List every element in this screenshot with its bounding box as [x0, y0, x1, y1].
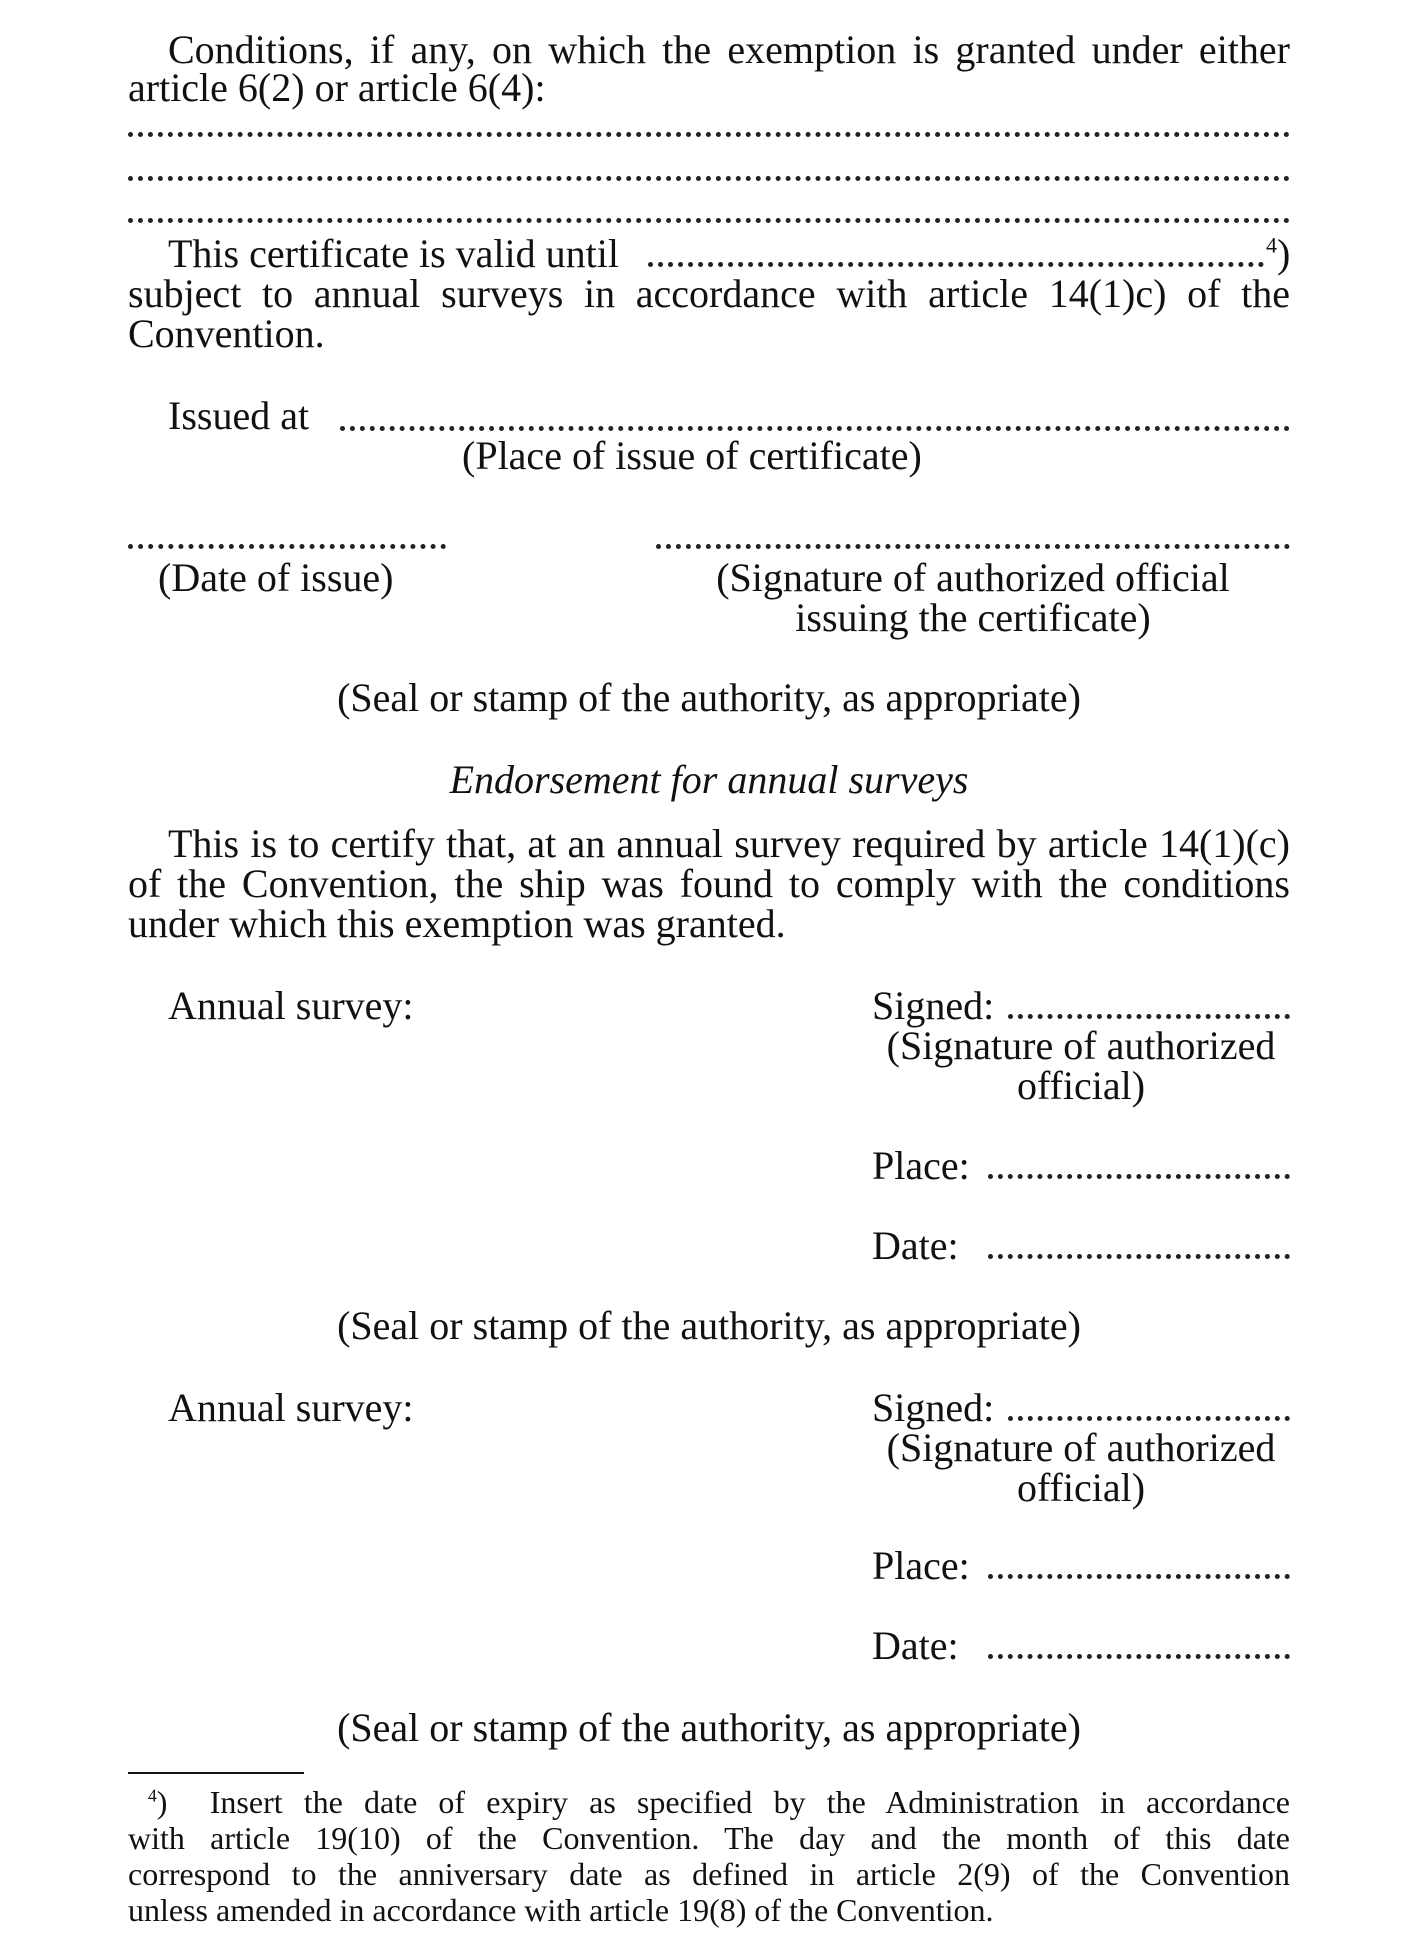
endorsement-para-line-1: This is to certify that, at an annual survey required by article 14(1)(c)	[168, 821, 1290, 866]
survey-1-signature-caption-line-2: official)	[1016, 1063, 1146, 1108]
place-of-issue-caption: (Place of issue of certificate)	[462, 433, 922, 478]
survey-1-date-label: Date:	[872, 1223, 959, 1268]
validity-footnote-ref: $^4$)	[1266, 231, 1291, 276]
survey-1-date-blank[interactable]	[988, 1254, 1290, 1259]
footnote-line-3: correspond to the anniversary date as defined in article 2(9) of the Convention	[128, 1856, 1290, 1892]
annual-survey-2-label: Annual survey:	[168, 1385, 414, 1430]
conditions-blank-line-3[interactable]	[128, 218, 1290, 223]
conditions-blank-line-1[interactable]	[128, 132, 1290, 137]
endorsement-para-line-2: of the Convention, the ship was found to comply with the conditions	[128, 861, 1290, 906]
survey-2-signed-label: Signed:	[872, 1385, 995, 1430]
survey-1-place-blank[interactable]	[988, 1174, 1290, 1179]
seal-caption-survey-1: (Seal or stamp of the authority, as appropriate)	[337, 1303, 1081, 1348]
survey-1-place-label: Place:	[872, 1143, 970, 1188]
survey-2-signature-caption-line-2: official)	[1016, 1465, 1146, 1510]
date-of-issue-caption: (Date of issue)	[158, 555, 394, 600]
validity-prefix: This certificate is valid until	[168, 231, 619, 276]
issued-at-label: Issued at	[168, 393, 310, 438]
footnote-line-4: unless amended in accordance with article 19(8) of the Convention.	[128, 1892, 994, 1928]
endorsement-heading: Endorsement for annual surveys	[449, 757, 969, 802]
endorsement-para-line-3: under which this exemption was granted.	[128, 901, 786, 946]
validity-line-3: Convention.	[128, 311, 325, 356]
signature-blank[interactable]	[656, 544, 1290, 549]
seal-caption-survey-2: (Seal or stamp of the authority, as appropriate)	[337, 1705, 1081, 1750]
signature-caption-line-2: issuing the certificate)	[795, 595, 1151, 640]
issued-at-blank[interactable]	[340, 426, 1290, 431]
validity-line-2: subject to annual surveys in accordance with article 14(1)c) of the	[128, 271, 1290, 316]
survey-2-date-label: Date:	[872, 1623, 959, 1668]
annual-survey-1-label: Annual survey:	[168, 983, 414, 1028]
conditions-line-1: Conditions, if any, on which the exemption is granted under either	[168, 27, 1290, 72]
validity-date-blank[interactable]	[648, 262, 1264, 267]
conditions-line-2: article 6(2) or article 6(4):	[128, 65, 546, 110]
survey-2-place-label: Place:	[872, 1543, 970, 1588]
conditions-blank-line-2[interactable]	[128, 176, 1290, 181]
survey-1-signed-label: Signed:	[872, 983, 995, 1028]
survey-1-signed-blank[interactable]	[1008, 1014, 1290, 1019]
date-of-issue-blank[interactable]	[128, 544, 446, 549]
survey-2-signed-blank[interactable]	[1008, 1416, 1290, 1421]
footnote-line-2: with article 19(10) of the Convention. The day and the month of this date	[128, 1820, 1290, 1856]
seal-caption-issue: (Seal or stamp of the authority, as appropriate)	[337, 675, 1081, 720]
signature-caption-line-1: (Signature of authorized official	[716, 555, 1230, 600]
footnote-line-1: $^4$) Insert the date of expiry as specified by the Administration in accordance	[148, 1784, 1291, 1820]
survey-2-place-blank[interactable]	[988, 1574, 1290, 1579]
survey-1-signature-caption-line-1: (Signature of authorized	[886, 1023, 1276, 1068]
survey-2-signature-caption-line-1: (Signature of authorized	[886, 1425, 1276, 1470]
footnote-rule	[128, 1772, 304, 1774]
survey-2-date-blank[interactable]	[988, 1654, 1290, 1659]
